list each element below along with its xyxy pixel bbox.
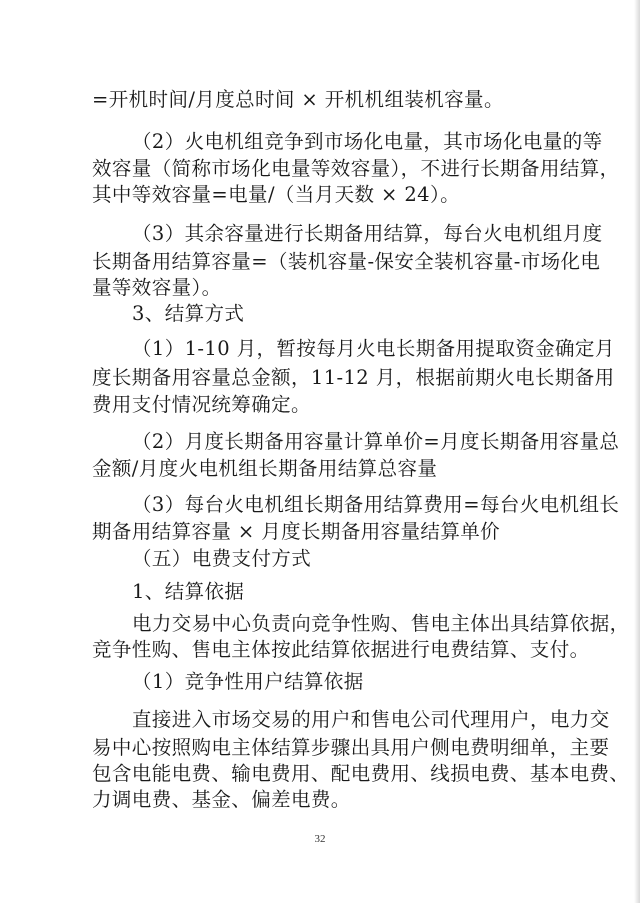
text-line: 竞争性购、售电主体按此结算依据进行电费结算、支付。 xyxy=(92,638,590,661)
page-number: 32 xyxy=(314,833,326,845)
text-line: 金额/月度火电机组长期备用结算总容量 xyxy=(92,457,438,480)
text-line: 费用支付情况统筹确定。 xyxy=(92,393,311,416)
text-line: 其中等效容量=电量/（当月天数 × 24）。 xyxy=(92,183,461,206)
text-line: （3）每台火电机组长期备用结算费用=每台火电机组长 xyxy=(132,493,620,516)
text-line: （3）其余容量进行长期备用结算，每台火电机组月度 xyxy=(132,222,603,245)
text-line: 效容量（简称市场化电量等效容量），不进行长期备用结算， xyxy=(92,157,620,180)
text-line: 包含电能电费、输电费用、配电费用、线损电费、基本电费、 xyxy=(92,762,630,785)
section-heading: （五）电费支付方式 xyxy=(132,547,312,570)
text-line: 度长期备用容量总金额，11-12 月，根据前期火电长期备用 xyxy=(92,366,615,389)
section-heading: 1、结算依据 xyxy=(132,580,245,603)
text-line: （1）1-10 月，暂按每月火电长期备用提取资金确定月 xyxy=(132,337,615,360)
text-line: 量等效容量）。 xyxy=(92,276,222,299)
text-line: 电力交易中心负责向竞争性购、售电主体出具结算依据， xyxy=(132,612,630,635)
text-line: （2）月度长期备用容量计算单价=月度长期备用容量总 xyxy=(132,430,620,453)
section-heading: 3、结算方式 xyxy=(132,302,245,325)
text-line: =开机时间/月度总时间 × 开机机组装机容量。 xyxy=(92,88,504,111)
text-line: （1）竞争性用户结算依据 xyxy=(132,670,364,693)
text-line: 期备用结算容量 × 月度长期备用容量结算单价 xyxy=(92,520,501,543)
text-line: 易中心按照购电主体结算步骤出具用户侧电费明细单，主要 xyxy=(92,736,610,759)
text-line: （2）火电机组竞争到市场化电量，其市场化电量的等 xyxy=(132,130,603,153)
scan-edge-shadow xyxy=(634,0,640,903)
text-line: 直接进入市场交易的用户和售电公司代理用户，电力交 xyxy=(132,708,610,731)
text-line: 力调电费、基金、偏差电费。 xyxy=(92,788,351,811)
text-line: 长期备用结算容量=（装机容量-保安全装机容量-市场化电 xyxy=(92,250,601,273)
